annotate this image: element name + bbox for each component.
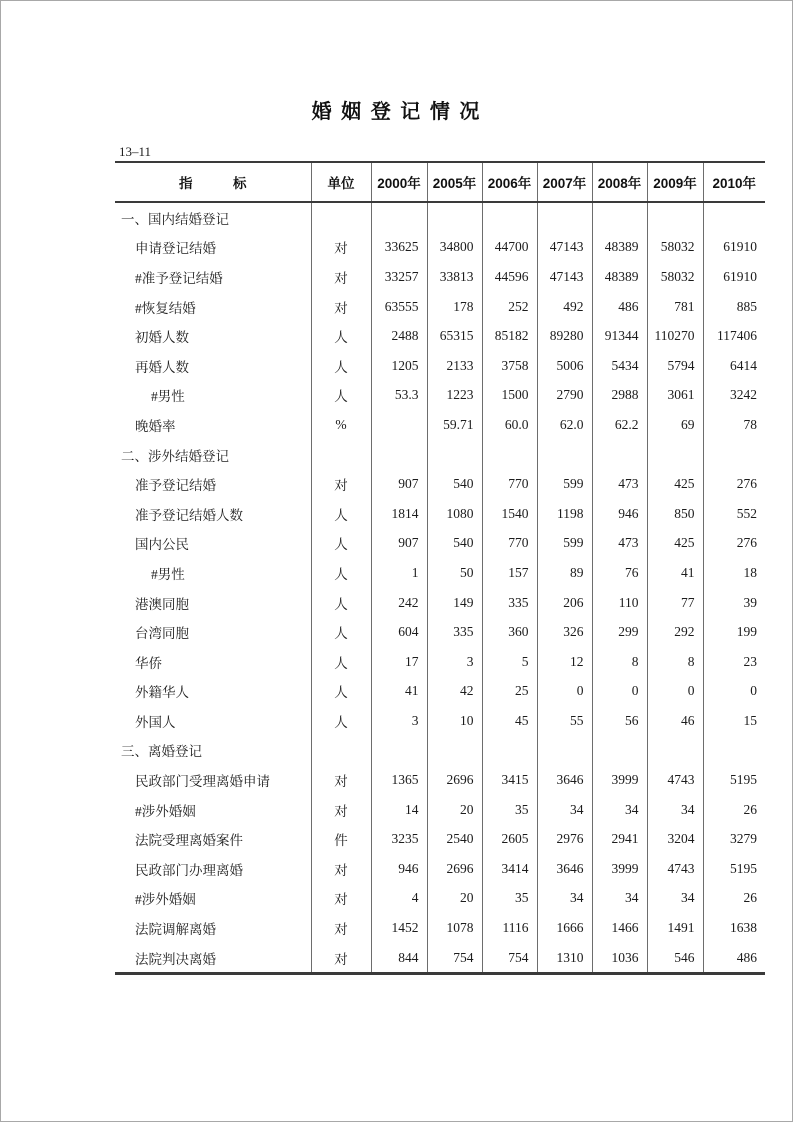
value-cell [537, 440, 592, 470]
value-cell: 473 [592, 529, 647, 559]
unit-cell: 对 [311, 854, 371, 884]
unit-cell: 人 [311, 321, 371, 351]
value-cell [592, 736, 647, 766]
value-cell: 1491 [647, 913, 703, 943]
value-cell [427, 736, 482, 766]
table-row [115, 913, 765, 943]
unit-cell: 对 [311, 795, 371, 825]
value-cell: 486 [592, 292, 647, 322]
table-row [115, 677, 765, 707]
value-cell: 1205 [371, 351, 427, 381]
table-row [115, 321, 765, 351]
value-cell: 1116 [482, 913, 537, 943]
value-cell: 48389 [592, 233, 647, 263]
indicator-label: 台湾同胞 [135, 626, 189, 642]
value-cell: 3414 [482, 854, 537, 884]
column-header-1: 单位 [311, 162, 371, 202]
value-cell: 41 [647, 558, 703, 588]
value-cell: 89280 [537, 321, 592, 351]
indicator-label: #恢复结婚 [135, 300, 196, 316]
value-cell: 34 [647, 884, 703, 914]
unit-cell [311, 440, 371, 470]
unit-cell: 人 [311, 706, 371, 736]
value-cell: 17 [371, 647, 427, 677]
value-cell [371, 440, 427, 470]
table-row [115, 499, 765, 529]
value-cell: 78 [703, 410, 765, 440]
column-header-3: 2005年 [427, 162, 482, 202]
value-cell: 157 [482, 558, 537, 588]
value-cell: 47143 [537, 233, 592, 263]
unit-cell: 对 [311, 262, 371, 292]
value-cell: 1638 [703, 913, 765, 943]
value-cell: 23 [703, 647, 765, 677]
table-row [115, 469, 765, 499]
value-cell: 5434 [592, 351, 647, 381]
value-cell [703, 440, 765, 470]
value-cell: 178 [427, 292, 482, 322]
value-cell: 91344 [592, 321, 647, 351]
value-cell: 20 [427, 884, 482, 914]
indicator-label: 三、离婚登记 [121, 744, 202, 760]
value-cell: 62.0 [537, 410, 592, 440]
value-cell: 44700 [482, 233, 537, 263]
value-cell: 335 [482, 588, 537, 618]
value-cell: 3279 [703, 824, 765, 854]
indicator-label: 民政部门办理离婚 [135, 862, 243, 878]
value-cell: 34 [592, 795, 647, 825]
value-cell: 199 [703, 617, 765, 647]
indicator-label: #男性 [151, 566, 185, 582]
value-cell: 58032 [647, 233, 703, 263]
column-header-2: 2000年 [371, 162, 427, 202]
section-header-row [115, 736, 765, 766]
value-cell: 425 [647, 469, 703, 499]
indicator-label: 申请登记结婚 [135, 241, 216, 257]
section-header-row [115, 202, 765, 233]
unit-cell: 人 [311, 351, 371, 381]
value-cell [592, 202, 647, 233]
value-cell [371, 410, 427, 440]
unit-cell: 对 [311, 943, 371, 974]
column-header-6: 2008年 [592, 162, 647, 202]
section-header-row [115, 440, 765, 470]
value-cell: 486 [703, 943, 765, 974]
table-row [115, 351, 765, 381]
table-row [115, 943, 765, 974]
indicator-label: 晚婚率 [135, 418, 176, 434]
table-row [115, 617, 765, 647]
value-cell: 62.2 [592, 410, 647, 440]
value-cell: 552 [703, 499, 765, 529]
value-cell: 326 [537, 617, 592, 647]
value-cell: 6414 [703, 351, 765, 381]
value-cell: 1666 [537, 913, 592, 943]
value-cell: 55 [537, 706, 592, 736]
value-cell: 2790 [537, 381, 592, 411]
unit-cell: % [311, 410, 371, 440]
page-title: 婚 姻 登 记 情 况 [311, 101, 482, 123]
value-cell: 76 [592, 558, 647, 588]
table-row [115, 854, 765, 884]
value-cell: 89 [537, 558, 592, 588]
value-cell: 34 [537, 795, 592, 825]
indicator-label: 华侨 [135, 655, 162, 671]
value-cell: 276 [703, 469, 765, 499]
value-cell: 35 [482, 884, 537, 914]
value-cell: 47143 [537, 262, 592, 292]
value-cell: 3415 [482, 765, 537, 795]
value-cell: 299 [592, 617, 647, 647]
table-row [115, 410, 765, 440]
value-cell: 754 [482, 943, 537, 974]
indicator-label: 法院受理离婚案件 [135, 833, 243, 849]
value-cell: 5195 [703, 854, 765, 884]
value-cell: 85182 [482, 321, 537, 351]
table-header-row [115, 162, 765, 202]
indicator-label: 法院调解离婚 [135, 922, 216, 938]
value-cell: 15 [703, 706, 765, 736]
value-cell: 2988 [592, 381, 647, 411]
table-row [115, 558, 765, 588]
value-cell: 2488 [371, 321, 427, 351]
value-cell: 4 [371, 884, 427, 914]
value-cell: 206 [537, 588, 592, 618]
table-row [115, 884, 765, 914]
value-cell: 360 [482, 617, 537, 647]
value-cell: 946 [371, 854, 427, 884]
value-cell: 26 [703, 884, 765, 914]
value-cell: 61910 [703, 262, 765, 292]
value-cell: 59.71 [427, 410, 482, 440]
value-cell: 946 [592, 499, 647, 529]
value-cell [371, 736, 427, 766]
value-cell: 425 [647, 529, 703, 559]
value-cell [482, 736, 537, 766]
unit-cell: 人 [311, 381, 371, 411]
value-cell: 2696 [427, 854, 482, 884]
value-cell: 907 [371, 469, 427, 499]
value-cell: 3204 [647, 824, 703, 854]
value-cell: 10 [427, 706, 482, 736]
value-cell: 5794 [647, 351, 703, 381]
indicator-label: #涉外婚姻 [135, 803, 196, 819]
value-cell: 41 [371, 677, 427, 707]
value-cell: 546 [647, 943, 703, 974]
value-cell: 1036 [592, 943, 647, 974]
value-cell: 56 [592, 706, 647, 736]
value-cell: 110270 [647, 321, 703, 351]
unit-cell: 件 [311, 824, 371, 854]
value-cell [703, 202, 765, 233]
value-cell: 1466 [592, 913, 647, 943]
value-cell: 1198 [537, 499, 592, 529]
value-cell: 3242 [703, 381, 765, 411]
value-cell: 1223 [427, 381, 482, 411]
value-cell: 3235 [371, 824, 427, 854]
value-cell: 61910 [703, 233, 765, 263]
value-cell: 1814 [371, 499, 427, 529]
unit-cell [311, 202, 371, 233]
table-row [115, 233, 765, 263]
value-cell: 20 [427, 795, 482, 825]
value-cell: 0 [592, 677, 647, 707]
value-cell [703, 736, 765, 766]
unit-cell [311, 736, 371, 766]
value-cell [371, 202, 427, 233]
value-cell: 2941 [592, 824, 647, 854]
table-row [115, 292, 765, 322]
value-cell: 335 [427, 617, 482, 647]
value-cell: 5195 [703, 765, 765, 795]
value-cell: 48389 [592, 262, 647, 292]
value-cell: 0 [537, 677, 592, 707]
value-cell: 473 [592, 469, 647, 499]
value-cell: 292 [647, 617, 703, 647]
value-cell: 5006 [537, 351, 592, 381]
value-cell: 34 [537, 884, 592, 914]
table-row [115, 262, 765, 292]
value-cell: 4743 [647, 765, 703, 795]
value-cell: 63555 [371, 292, 427, 322]
indicator-label: 再婚人数 [135, 359, 189, 375]
value-cell: 34800 [427, 233, 482, 263]
unit-cell: 人 [311, 588, 371, 618]
value-cell: 540 [427, 529, 482, 559]
value-cell: 844 [371, 943, 427, 974]
unit-cell: 人 [311, 529, 371, 559]
value-cell [427, 440, 482, 470]
value-cell: 1310 [537, 943, 592, 974]
value-cell: 2605 [482, 824, 537, 854]
value-cell: 252 [482, 292, 537, 322]
value-cell: 60.0 [482, 410, 537, 440]
indicator-label: #准予登记结婚 [135, 270, 223, 286]
value-cell: 1080 [427, 499, 482, 529]
value-cell: 2696 [427, 765, 482, 795]
value-cell: 3999 [592, 854, 647, 884]
value-cell: 781 [647, 292, 703, 322]
value-cell: 42 [427, 677, 482, 707]
value-cell [537, 202, 592, 233]
column-header-8: 2010年 [703, 162, 765, 202]
value-cell: 5 [482, 647, 537, 677]
value-cell: 1365 [371, 765, 427, 795]
value-cell: 33813 [427, 262, 482, 292]
unit-cell: 人 [311, 558, 371, 588]
value-cell: 3758 [482, 351, 537, 381]
value-cell: 8 [647, 647, 703, 677]
value-cell: 907 [371, 529, 427, 559]
value-cell: 276 [703, 529, 765, 559]
unit-cell: 对 [311, 913, 371, 943]
value-cell: 1078 [427, 913, 482, 943]
indicator-label: 外国人 [135, 714, 176, 730]
value-cell: 1500 [482, 381, 537, 411]
column-header-5: 2007年 [537, 162, 592, 202]
indicator-label: #涉外婚姻 [135, 892, 196, 908]
indicator-label: 民政部门受理离婚申请 [135, 774, 270, 790]
indicator-label: 二、涉外结婚登记 [121, 448, 229, 464]
value-cell: 3 [371, 706, 427, 736]
value-cell [427, 202, 482, 233]
table-row [115, 765, 765, 795]
column-header-0: 指 标 [115, 162, 311, 202]
value-cell: 33625 [371, 233, 427, 263]
value-cell: 770 [482, 469, 537, 499]
table-row [115, 529, 765, 559]
table-row [115, 706, 765, 736]
value-cell: 3646 [537, 765, 592, 795]
value-cell: 12 [537, 647, 592, 677]
value-cell [482, 202, 537, 233]
value-cell [482, 440, 537, 470]
value-cell: 0 [703, 677, 765, 707]
value-cell: 242 [371, 588, 427, 618]
table-row [115, 795, 765, 825]
value-cell: 110 [592, 588, 647, 618]
value-cell: 599 [537, 469, 592, 499]
unit-cell: 人 [311, 617, 371, 647]
value-cell: 77 [647, 588, 703, 618]
indicator-label: 准予登记结婚人数 [135, 507, 243, 523]
value-cell: 0 [647, 677, 703, 707]
value-cell: 2133 [427, 351, 482, 381]
unit-cell: 对 [311, 292, 371, 322]
value-cell: 8 [592, 647, 647, 677]
value-cell [537, 736, 592, 766]
value-cell: 58032 [647, 262, 703, 292]
value-cell: 492 [537, 292, 592, 322]
indicator-label: 准予登记结婚 [135, 478, 216, 494]
value-cell [592, 440, 647, 470]
indicator-label: 国内公民 [135, 537, 189, 553]
value-cell: 850 [647, 499, 703, 529]
table-row [115, 647, 765, 677]
unit-cell: 人 [311, 499, 371, 529]
indicator-label: 初婚人数 [135, 330, 189, 346]
indicator-label: 一、国内结婚登记 [121, 211, 229, 227]
value-cell: 1 [371, 558, 427, 588]
value-cell: 14 [371, 795, 427, 825]
value-cell: 65315 [427, 321, 482, 351]
value-cell: 4743 [647, 854, 703, 884]
unit-cell: 对 [311, 884, 371, 914]
value-cell: 3999 [592, 765, 647, 795]
column-header-7: 2009年 [647, 162, 703, 202]
table-row [115, 588, 765, 618]
value-cell: 53.3 [371, 381, 427, 411]
indicator-label: 港澳同胞 [135, 596, 189, 612]
table-row [115, 381, 765, 411]
unit-cell: 对 [311, 233, 371, 263]
value-cell: 39 [703, 588, 765, 618]
value-cell: 69 [647, 410, 703, 440]
unit-cell: 人 [311, 677, 371, 707]
value-cell: 44596 [482, 262, 537, 292]
column-header-4: 2006年 [482, 162, 537, 202]
value-cell: 754 [427, 943, 482, 974]
value-cell: 45 [482, 706, 537, 736]
unit-cell: 对 [311, 469, 371, 499]
value-cell: 18 [703, 558, 765, 588]
marriage-registration-table [115, 161, 765, 975]
indicator-label: #男性 [151, 389, 185, 405]
value-cell: 2976 [537, 824, 592, 854]
value-cell: 117406 [703, 321, 765, 351]
value-cell: 25 [482, 677, 537, 707]
value-cell [647, 736, 703, 766]
table-number: 13–11 [119, 144, 152, 159]
value-cell: 35 [482, 795, 537, 825]
value-cell: 34 [647, 795, 703, 825]
value-cell [647, 202, 703, 233]
value-cell: 149 [427, 588, 482, 618]
value-cell: 3646 [537, 854, 592, 884]
value-cell: 50 [427, 558, 482, 588]
value-cell: 770 [482, 529, 537, 559]
value-cell [647, 440, 703, 470]
value-cell: 1540 [482, 499, 537, 529]
value-cell: 34 [592, 884, 647, 914]
table-row [115, 824, 765, 854]
value-cell: 33257 [371, 262, 427, 292]
value-cell: 26 [703, 795, 765, 825]
value-cell: 2540 [427, 824, 482, 854]
indicator-label: 外籍华人 [135, 685, 189, 701]
value-cell: 599 [537, 529, 592, 559]
value-cell: 540 [427, 469, 482, 499]
value-cell: 885 [703, 292, 765, 322]
value-cell: 604 [371, 617, 427, 647]
indicator-label: 法院判决离婚 [135, 951, 216, 967]
value-cell: 46 [647, 706, 703, 736]
value-cell: 1452 [371, 913, 427, 943]
value-cell: 3061 [647, 381, 703, 411]
unit-cell: 对 [311, 765, 371, 795]
value-cell: 3 [427, 647, 482, 677]
unit-cell: 人 [311, 647, 371, 677]
